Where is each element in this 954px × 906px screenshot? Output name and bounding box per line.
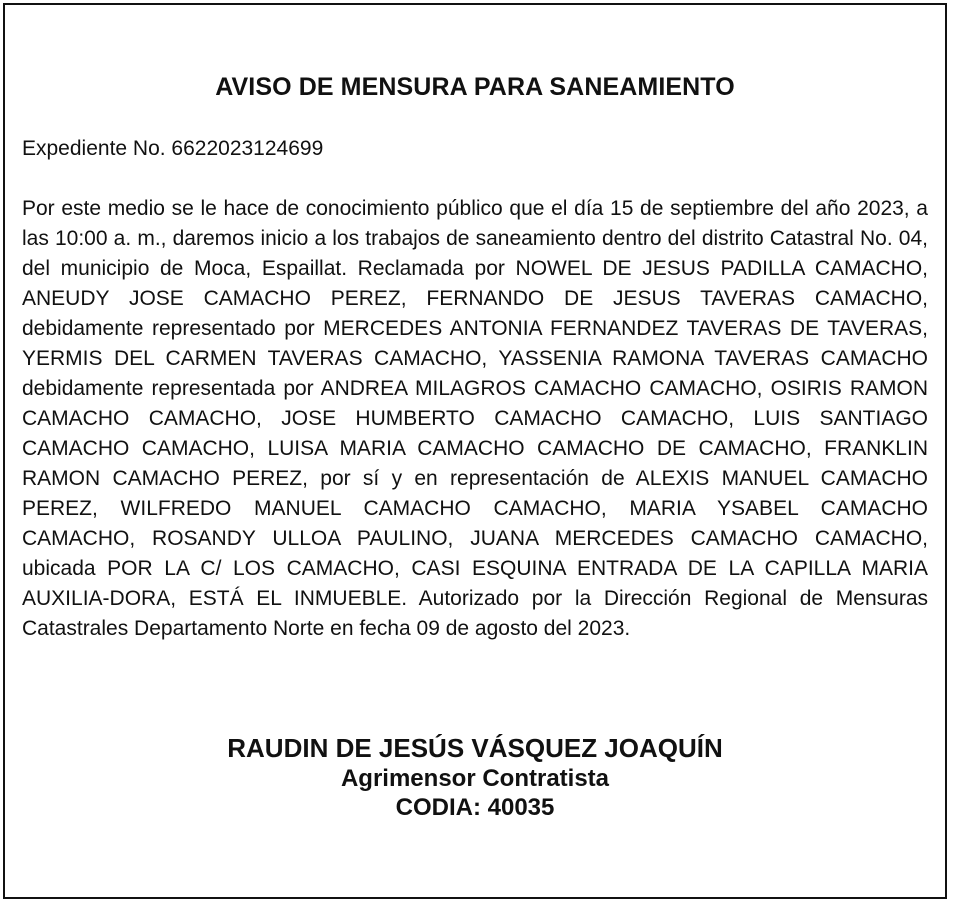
surveyor-name: RAUDIN DE JESÚS VÁSQUEZ JOAQUÍN bbox=[227, 733, 723, 763]
surveyor-role: Agrimensor Contratista bbox=[340, 765, 610, 792]
expediente-number: Expediente No. 6622023124699 bbox=[22, 137, 324, 160]
signature-block bbox=[5, 732, 945, 822]
notice-title: AVISO DE MENSURA PARA SANEAMIENTO bbox=[215, 73, 735, 101]
notice-body: Por este medio se le hace de conocimiento público que el día 15 de septiembre del año 2023, a las 10:00 a. m., daremos inicio a los trabajos de saneamiento dentro del distrito Catastral No. 04, del municipio de Moca, Espaillat. Reclamada por NOWEL DE JESUS PADILLA CAMACHO, ANEUDY JOSE CAMACHO PEREZ, FERNANDO DE JESUS TAVERAS CAMACHO, debidamente representado por MERCEDES ANTONIA FERNANDEZ TAVERAS DE TAVERAS, YERMIS DEL CARMEN TAVERAS CAMACHO, YASSENIA RAMONA TAVERAS CAMACHO debidamente representada por ANDREA MILAGROS CAMACHO CAMACHO, OSIRIS RAMON CAMACHO CAMACHO, JOSE HUMBERTO CAMACHO CAMACHO, LUIS SANTIAGO CAMACHO CAMACHO, LUISA MARIA CAMACHO CAMACHO DE CAMACHO, FRANKLIN RAMON CAMACHO PEREZ, por sí y en representación de ALEXIS MANUEL CAMACHO PEREZ, WILFREDO MANUEL CAMACHO CAMACHO, MARIA YSABEL CAMACHO CAMACHO, ROSANDY ULLOA PAULINO, JUANA MERCEDES CAMACHO CAMACHO, ubicada POR LA C/ LOS CAMACHO, CASI ESQUINA ENTRADA DE LA CAPILLA MARIA AUXILIA-DORA, ESTÁ EL INMUEBLE. Autorizado por la Dirección Regional de Mensuras Catastrales Departamento Norte en fecha 09 de agosto del 2023. bbox=[22, 197, 928, 640]
notice-box bbox=[3, 3, 947, 899]
codia-number: CODIA: 40035 bbox=[395, 794, 555, 821]
